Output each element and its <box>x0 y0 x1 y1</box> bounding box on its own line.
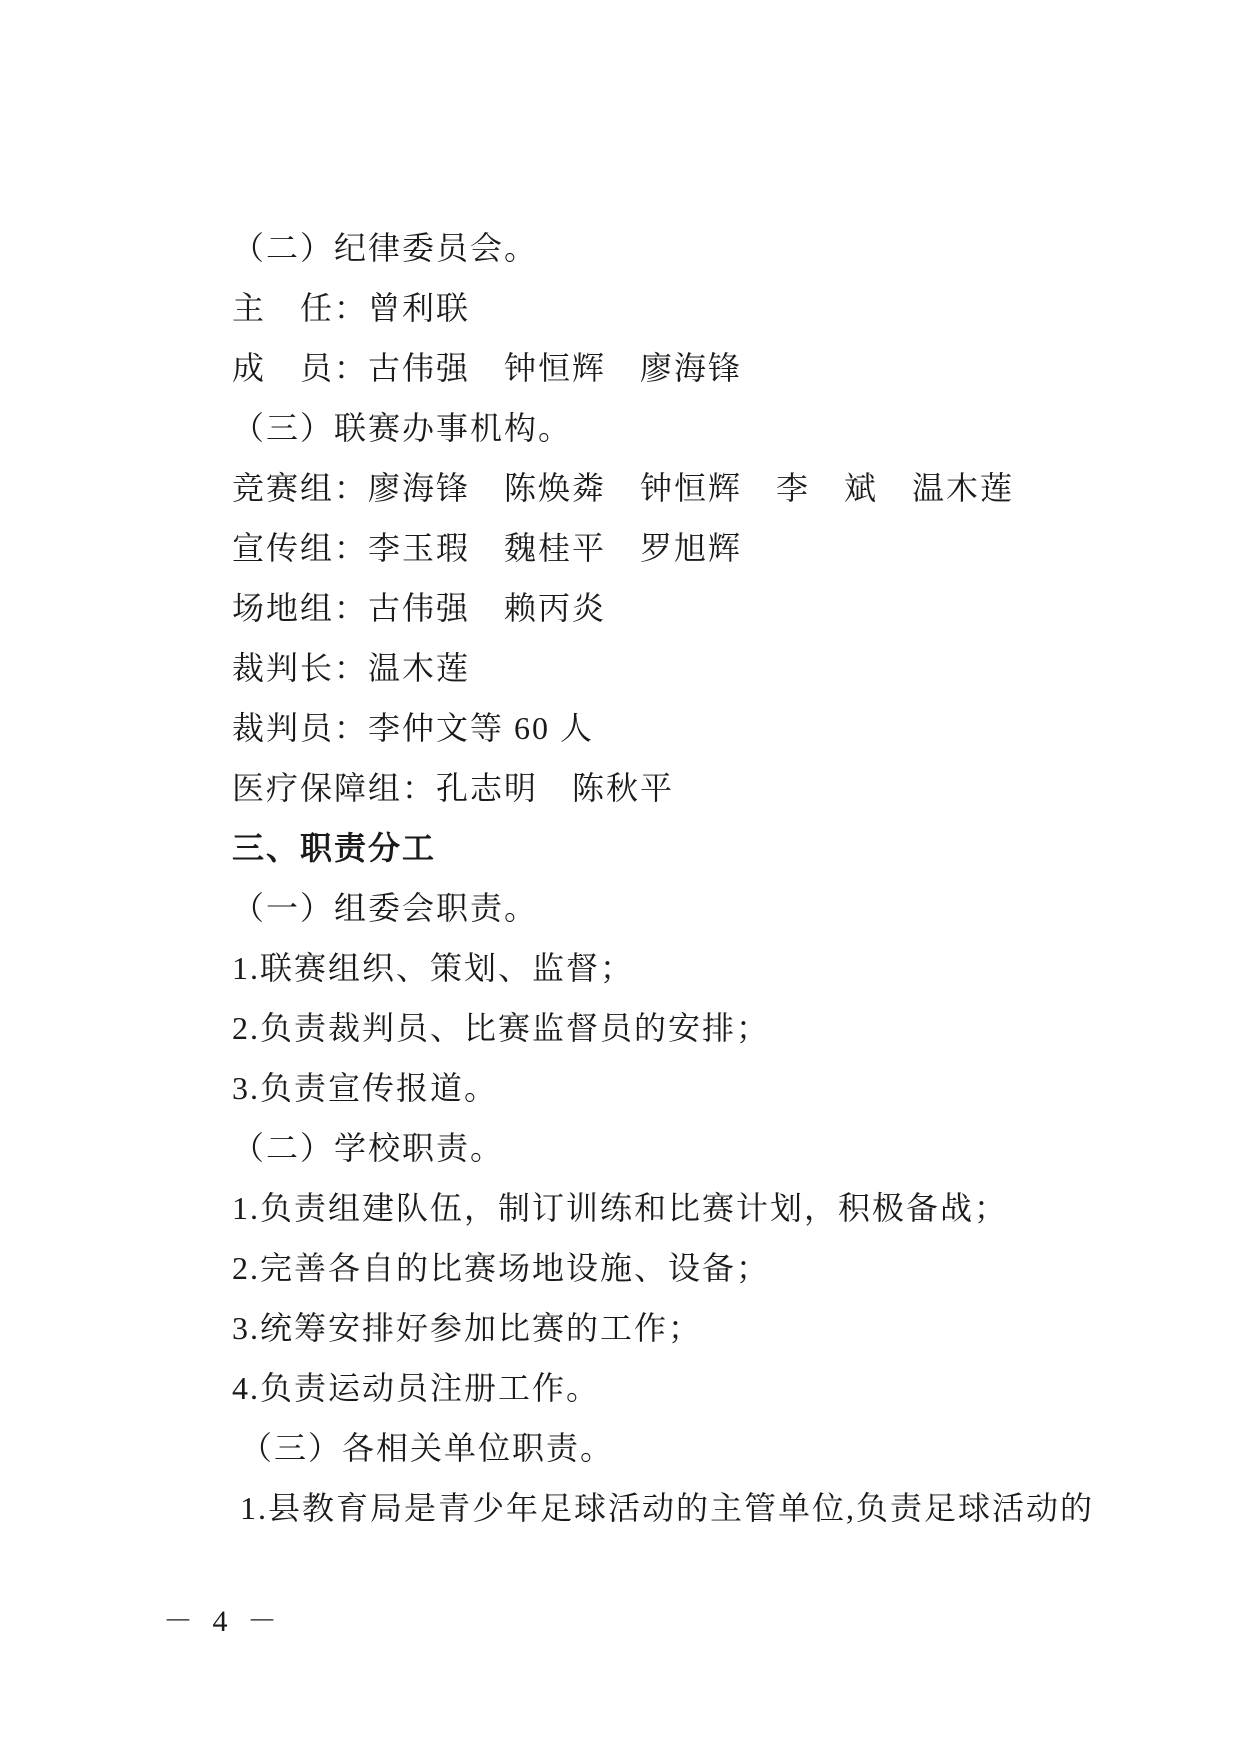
subsection-heading-school-duties: （二）学校职责。 <box>232 1130 505 1166</box>
venue-group-line: 场地组：古伟强 赖丙炎 <box>232 590 607 626</box>
publicity-group-line: 宣传组：李玉瑕 魏桂平 罗旭辉 <box>232 530 743 566</box>
committee-duty-1: 1.联赛组织、策划、监督； <box>232 950 635 986</box>
members-line: 成 员：古伟强 钟恒辉 廖海锋 <box>232 350 743 386</box>
competition-group-line: 竞赛组：廖海锋 陈焕粦 钟恒辉 李 斌 温木莲 <box>232 470 1015 506</box>
subsection-heading-league-office: （三）联赛办事机构。 <box>232 410 573 446</box>
school-duty-2: 2.完善各自的比赛场地设施、设备； <box>232 1250 771 1286</box>
director-line: 主 任：曾利联 <box>232 290 471 326</box>
committee-duty-2: 2.负责裁判员、比赛监督员的安排； <box>232 1010 771 1046</box>
committee-duty-3: 3.负责宣传报道。 <box>232 1070 499 1106</box>
referees-line: 裁判员：李仲文等 60 人 <box>232 710 595 746</box>
medical-group-line: 医疗保障组：孔志明 陈秋平 <box>232 770 675 806</box>
unit-duty-1: 1.县教育局是青少年足球活动的主管单位,负责足球活动的 <box>240 1490 1095 1526</box>
subsection-heading-committee-duties: （一）组委会职责。 <box>232 890 539 926</box>
school-duty-3: 3.统筹安排好参加比赛的工作； <box>232 1310 703 1346</box>
page-number: － 4 － <box>163 1605 283 1638</box>
subsection-heading-unit-duties: （三）各相关单位职责。 <box>240 1430 615 1466</box>
school-duty-4: 4.负责运动员注册工作。 <box>232 1370 601 1406</box>
chief-referee-line: 裁判长：温木莲 <box>232 650 471 686</box>
school-duty-1: 1.负责组建队伍，制订训练和比赛计划，积极备战； <box>232 1190 1009 1226</box>
subsection-heading-discipline-committee: （二）纪律委员会。 <box>232 230 539 266</box>
section-heading-responsibilities: 三、职责分工 <box>232 830 437 866</box>
